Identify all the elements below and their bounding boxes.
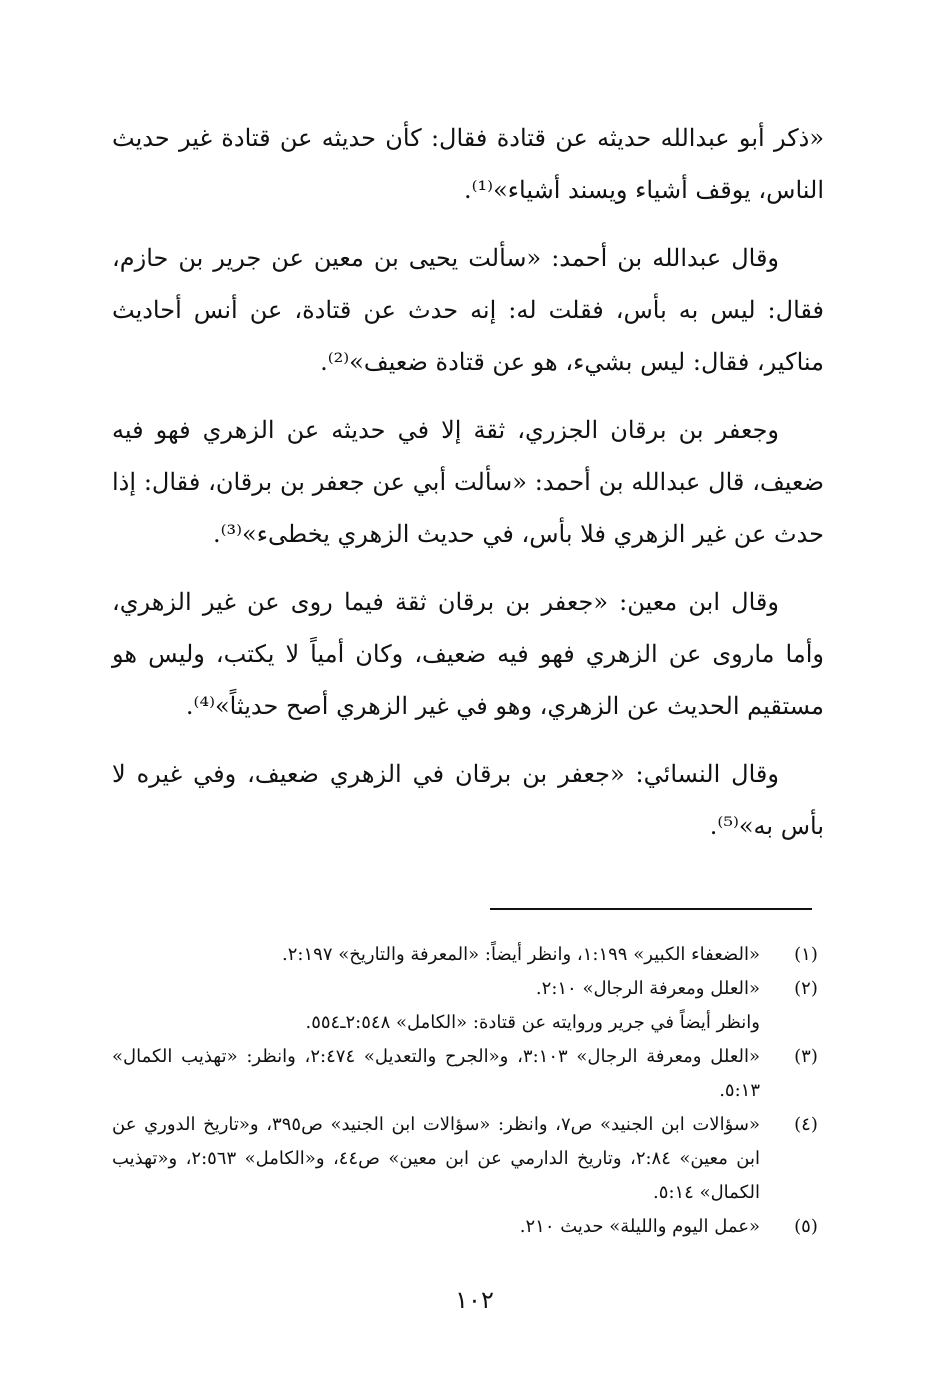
paragraph-2: وقال عبدالله بن أحمد: «سألت يحيى بن معين عن جرير بن حازم، فقال: ليس به بأس، فقلت له: إنه حدث عن قتادة، عن أنس أحاديث مناكير، فقال: ليس بشيء، هو عن قتادة ضعيف»⁽²⁾. bbox=[112, 244, 824, 376]
main-text bbox=[112, 112, 824, 868]
footnotes bbox=[112, 938, 826, 1244]
footnote-separator bbox=[490, 908, 812, 910]
footnote-text: «العلل ومعرفة الرجال» ٣:١٠٣، و«الجرح والتعديل» ٢:٤٧٤، وانظر: «تهذيب الكمال» ٥:١٣. bbox=[112, 1046, 760, 1101]
paragraph-4: وقال ابن معين: «جعفر بن برقان ثقة فيما روى عن غير الزهري، وأما ماروى عن الزهري فهو فيه ضعيف، وكان أمياً لا يكتب، وليس هو مستقيم الحديث عن الزهري، وهو في غير الزهري أصح حديثاً»⁽⁴⁾. bbox=[112, 588, 824, 720]
footnote-number: (١) bbox=[794, 944, 818, 965]
footnote-4 bbox=[112, 1108, 826, 1210]
paragraph-1: «ذكر أبو عبدالله حديثه عن قتادة فقال: كأن حديثه عن قتادة غير حديث الناس، يوقف أشياء ويسند أشياء»⁽¹⁾. bbox=[112, 124, 824, 204]
footnote-number: (٢) bbox=[794, 978, 818, 999]
footnote-3 bbox=[112, 1040, 826, 1108]
footnote-number: (٤) bbox=[794, 1114, 818, 1135]
footnote-text: «عمل اليوم والليلة» حديث ٢١٠. bbox=[519, 1216, 760, 1237]
footnote-5 bbox=[112, 1210, 826, 1244]
footnote-text: وانظر أيضاً في جرير وروايته عن قتادة: «الكامل» ٢:٥٤٨ـ٥٥٤. bbox=[305, 1012, 760, 1033]
paragraph-5: وقال النسائي: «جعفر بن برقان في الزهري ضعيف، وفي غيره لا بأس به»⁽⁵⁾. bbox=[112, 760, 824, 840]
page-number: ١٠٢ bbox=[455, 1286, 494, 1314]
footnote-number: (٥) bbox=[794, 1216, 818, 1237]
footnote-2 bbox=[112, 972, 826, 1040]
footnote-text: «سؤالات ابن الجنيد» ص٧، وانظر: «سؤالات ابن الجنيد» ص٣٩٥، و«تاريخ الدوري عن ابن معين» ٢:٨٤، وتاريخ الدارمي عن ابن معين» ص٤٤، و«الكامل» ٢:٥٦٣، و«تهذيب الكمال» ٥:١٤. bbox=[112, 1114, 760, 1203]
paragraph-3: وجعفر بن برقان الجزري، ثقة إلا في حديثه عن الزهري فهو فيه ضعيف، قال عبدالله بن أحمد: «سألت أبي عن جعفر بن برقان، فقال: إذا حدث عن غير الزهري فلا بأس، في حديث الزهري يخطىء»⁽³⁾. bbox=[112, 416, 824, 548]
footnote-text: «الضعفاء الكبير» ١:١٩٩، وانظر أيضاً: «المعرفة والتاريخ» ٢:١٩٧. bbox=[282, 944, 760, 965]
footnote-1 bbox=[112, 938, 826, 972]
footnote-number: (٣) bbox=[794, 1046, 818, 1067]
footnote-text: «العلل ومعرفة الرجال» ٢:١٠. bbox=[535, 978, 760, 999]
